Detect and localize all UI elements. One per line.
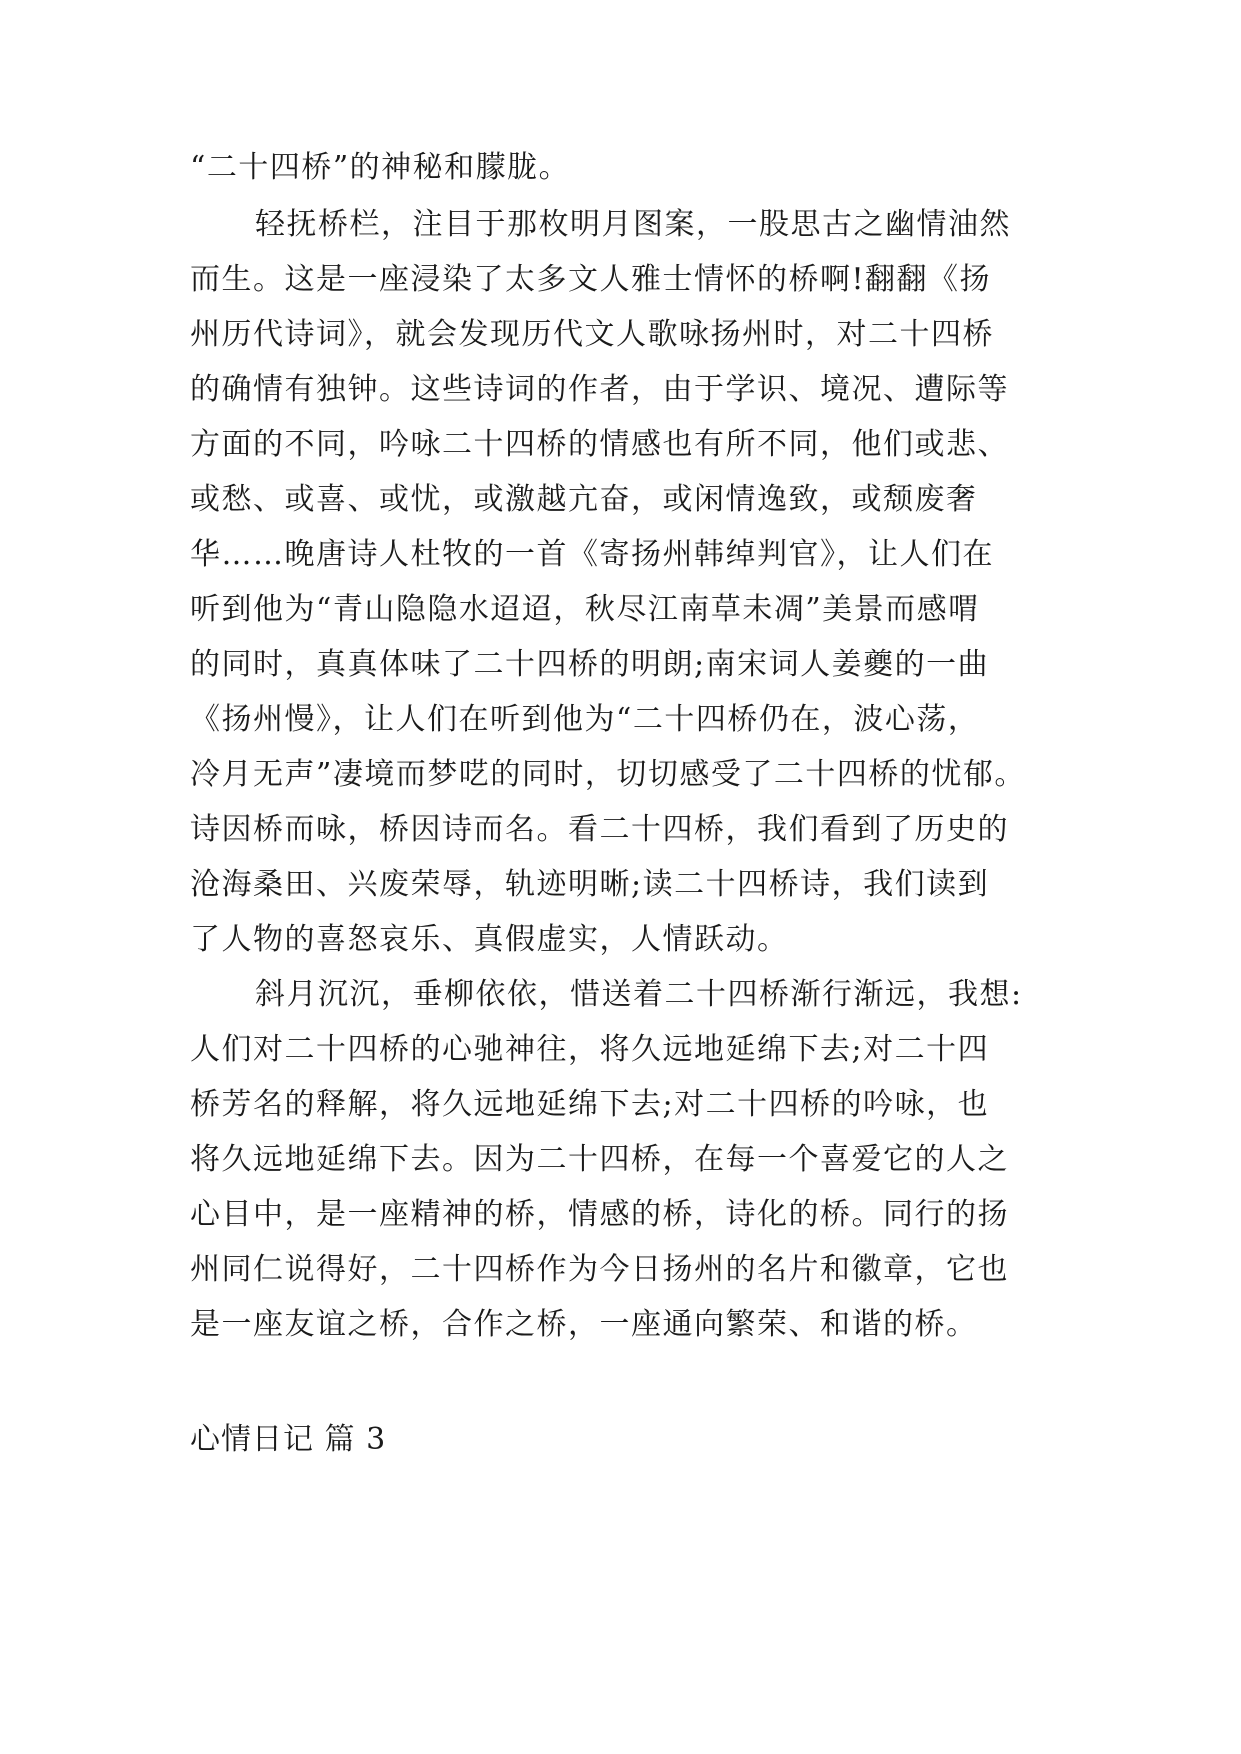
- text-line: 冷月无声”凄境而梦呓的同时，切切感受了二十四桥的忧郁。: [190, 757, 1026, 792]
- text-line: 心目中，是一座精神的桥，情感的桥，诗化的桥。同行的扬: [190, 1197, 1009, 1232]
- text-line: 沧海桑田、兴废荣辱，轨迹明晰;读二十四桥诗，我们读到: [190, 867, 990, 902]
- text-line: 人们对二十四桥的心驰神往，将久远地延绵下去;对二十四: [190, 1032, 990, 1067]
- text-line: 桥芳名的释解，将久远地延绵下去;对二十四桥的吟咏，也: [190, 1087, 990, 1122]
- text-line: 或愁、或喜、或忧，或激越亢奋，或闲情逸致，或颓废奢: [190, 482, 978, 517]
- text-line: 是一座友谊之桥，合作之桥，一座通向繁荣、和谐的桥。: [190, 1307, 978, 1342]
- text-line: 华……晚唐诗人杜牧的一首《寄扬州韩绰判官》，让人们在: [190, 537, 994, 572]
- text-line: “二十四桥”的神秘和朦胧。: [190, 150, 571, 185]
- text-line: 诗因桥而咏，桥因诗而名。看二十四桥，我们看到了历史的: [190, 812, 1009, 847]
- text-line: 州同仁说得好，二十四桥作为今日扬州的名片和徽章，它也: [190, 1252, 1009, 1287]
- text-line: 《扬州慢》，让人们在听到他为“二十四桥仍在，波心荡，: [190, 702, 980, 737]
- paragraph-start-line: 斜月沉沉，垂柳依依，惜送着二十四桥渐行渐远，我想:: [255, 977, 1023, 1012]
- section-heading: 心情日记 篇 3: [190, 1422, 387, 1457]
- text-line: 方面的不同，吟咏二十四桥的情感也有所不同，他们或悲、: [190, 427, 1009, 462]
- text-line: 的同时，真真体味了二十四桥的明朗;南宋词人姜夔的一曲: [190, 647, 990, 682]
- text-line: 听到他为“青山隐隐水迢迢，秋尽江南草未凋”美景而感喟: [190, 592, 980, 627]
- text-line: 而生。这是一座浸染了太多文人雅士情怀的桥啊!翻翻《扬: [190, 262, 992, 297]
- text-line: 了人物的喜怒哀乐、真假虚实，人情跃动。: [190, 922, 789, 957]
- text-line: 将久远地延绵下去。因为二十四桥，在每一个喜爱它的人之: [190, 1142, 1009, 1177]
- paragraph-start-line: 轻抚桥栏，注目于那枚明月图案，一股思古之幽情油然: [255, 207, 1011, 242]
- text-line: 的确情有独钟。这些诗词的作者，由于学识、境况、遭际等: [190, 372, 1009, 407]
- text-line: 州历代诗词》，就会发现历代文人歌咏扬州时，对二十四桥: [190, 317, 994, 352]
